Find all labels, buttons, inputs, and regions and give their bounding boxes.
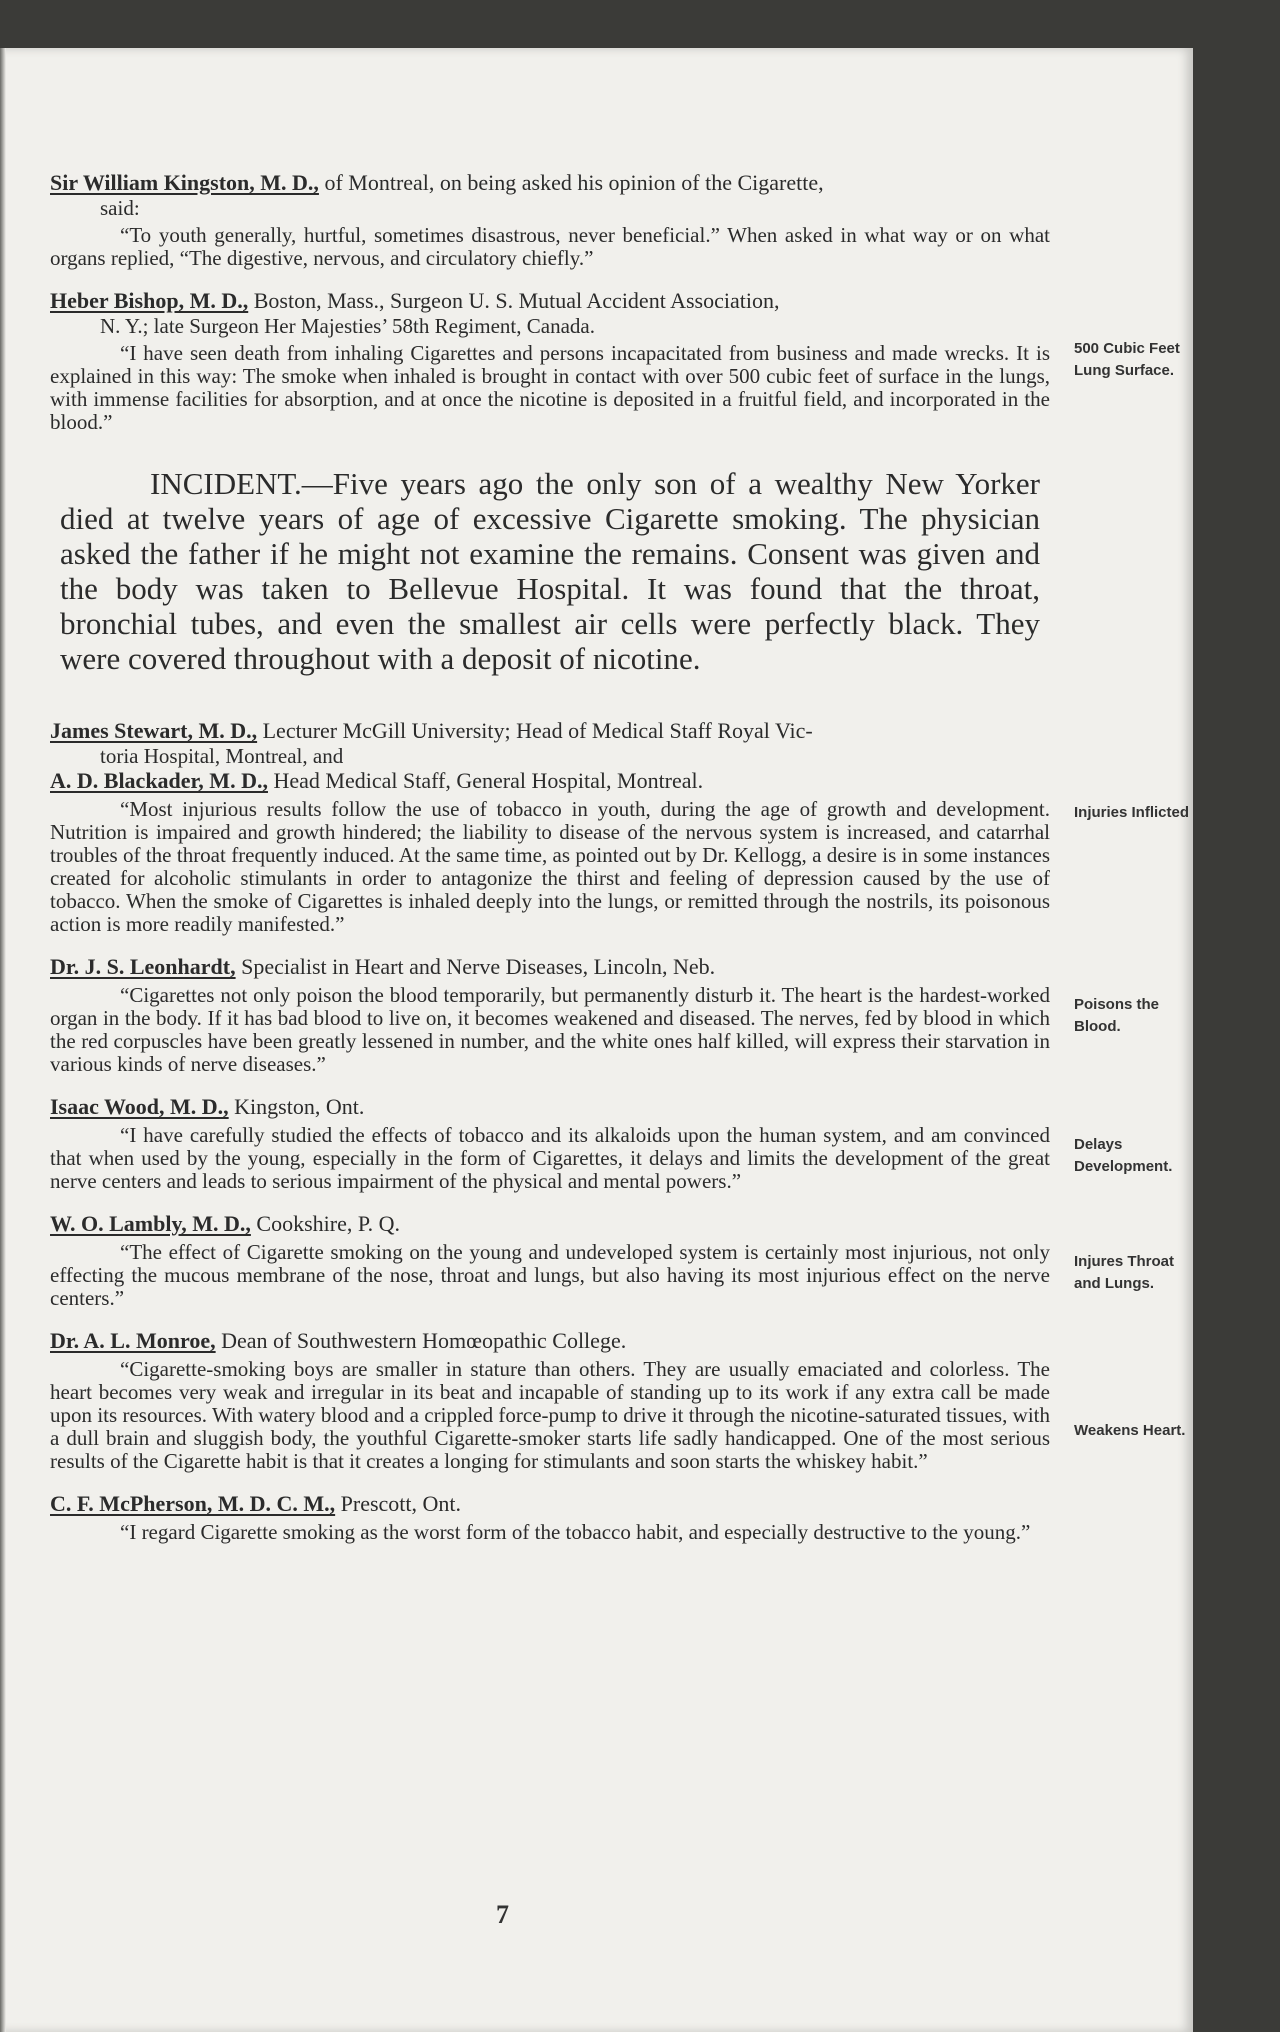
testimonial-lambly [50, 1211, 1175, 1310]
testimonial-quote: “To youth generally, hurtful, sometimes disastrous, never beneficial.” When asked in what way or on what organs replied, “The digestive, nervous, and circulatory chiefly.” [50, 223, 1050, 270]
testimonial-wood [50, 1094, 1173, 1193]
author-name: Isaac Wood, M. D., [50, 1094, 229, 1119]
margin-note: Injuries Inflicted [1074, 804, 1190, 821]
author-details: Boston, Mass., Surgeon U. S. Mutual Accident Association, [248, 288, 780, 313]
page-edge-shadow [0, 48, 6, 2032]
testimonial-kingston [50, 170, 1050, 270]
margin-note: 500 Cubic Feet Lung Surface. [1074, 340, 1180, 379]
author-details-cont: said: [100, 196, 140, 220]
testimonial-bishop [50, 288, 1180, 434]
author-details-cont: toria Hospital, Montreal, and [100, 744, 344, 768]
author-details: Prescott, Ont. [335, 1491, 462, 1516]
testimonial-stewart-blackader [50, 718, 1190, 936]
page-number: 7 [496, 1900, 509, 1929]
testimonial-quote: “Cigarette-smoking boys are smaller in stature than others. They are usually emaciated and colorless. The heart becomes very weak and irregular in its beat and incapable of standing up to its work if any extra call be made upon its resources. With watery blood and a crippled force-pump to drive it through the nicotine-saturated tissues, with a dull brain and sluggish body, the youthful Cigarette-smoker starts life sadly handicapped. One of the most serious results of the Cigarette habit is that it creates a longing for stimulants and soon starts the whiskey habit.” [50, 1357, 1050, 1473]
author-details: Lecturer McGill University; Head of Medical Staff Royal Vic- [257, 718, 813, 743]
author-details: Dean of Southwestern Homœopathic College. [215, 1328, 627, 1353]
margin-note: Injures Throat and Lungs. [1074, 1253, 1175, 1292]
author-details: Cookshire, P. Q. [250, 1211, 401, 1236]
testimonial-quote: “Most injurious results follow the use of tobacco in youth, during the age of growth and development. Nutrition is impaired and growth hindered; the liability to disease of the nervous system is increased, and catarrhal troubles of the throat frequently induced. At the same time, as pointed out by Dr. Kellogg, a desire is in some instances created for alcoholic stimulants in order to antagonize the thirst and feeling of depression caused by the use of tobacco. When the smoke of Cigarettes is inhaled deeply into the lungs, or remitted through the nostrils, its poisonous action is more readily manifested.” [50, 797, 1050, 936]
author-name: Sir William Kingston, M. D., [50, 170, 319, 195]
margin-note: Weakens Heart. [1074, 1422, 1186, 1439]
testimonial-quote: “Cigarettes not only poison the blood temporarily, but permanently disturb it. The heart is the hardest-worked organ in the body. If it has bad blood to live on, it becomes weakened and diseased. The nerves, fed by blood in which the red corpuscles have been greatly lessened in number, and the white ones half killed, will express their starvation in various kinds of nerve diseases.” [50, 983, 1050, 1076]
testimonial-leonhardt [50, 954, 1160, 1076]
testimonial-monroe [50, 1328, 1186, 1473]
testimonial-quote: “The effect of Cigarette smoking on the young and undeveloped system is certainly most injurious, not only effecting the mucous membrane of the nose, throat and lungs, but also having its most injurious effect on the nerve centers.” [50, 1240, 1050, 1310]
author-details: Specialist in Heart and Nerve Diseases, Lincoln, Neb. [235, 954, 716, 979]
author-name: James Stewart, M. D., [50, 718, 258, 743]
author-name: C. F. McPherson, M. D. C. M., [50, 1491, 336, 1516]
author-details: Kingston, Ont. [228, 1094, 365, 1119]
page-body [50, 170, 1190, 1562]
author-name-2: A. D. Blackader, M. D., [50, 768, 268, 793]
incident-paragraph: INCIDENT.—Five years ago the only son of a wealthy New Yorker died at twelve years of age of excessive Cigarette smoking. The physician asked the father if he might not examine the remains. Consent was given and the body was taken to Bellevue Hospital. It was found that the throat, bronchial tubes, and even the smallest air cells were perfectly black. They were covered throughout with a deposit of nicotine. [60, 466, 1040, 676]
testimonial-quote: “I have carefully studied the effects of tobacco and its alkaloids upon the human system, and am convinced that when used by the young, especially in the form of Cigarettes, it delays and limits the development of the great nerve centers and leads to serious impairment of the physical and mental powers.” [50, 1123, 1050, 1193]
margin-note: Delays Development. [1074, 1136, 1173, 1175]
author-name: Dr. A. L. Monroe, [50, 1328, 216, 1353]
author-name: Dr. J. S. Leonhardt, [50, 954, 236, 979]
author-details-cont: N. Y.; late Surgeon Her Majesties’ 58th Regiment, Canada. [100, 314, 595, 338]
testimonial-quote: “I regard Cigarette smoking as the worst form of the tobacco habit, and especially destructive to the young.” [120, 1520, 1031, 1544]
author-details-2: Head Medical Staff, General Hospital, Montreal. [267, 768, 704, 793]
margin-note: Poisons the Blood. [1074, 996, 1160, 1035]
author-details: of Montreal, on being asked his opinion of the Cigarette, [318, 170, 824, 195]
testimonial-quote: “I have seen death from inhaling Cigarettes and persons incapacitated from business and made wrecks. It is explained in this way: The smoke when inhaled is brought in contact with over 500 cubic feet of surface in the lungs, with immense facilities for absorption, and at once the nicotine is deposited in a fruitful field, and incorporated in the blood.” [50, 341, 1050, 434]
testimonial-mcpherson [50, 1491, 1050, 1544]
author-name: Heber Bishop, M. D., [50, 288, 249, 313]
author-name: W. O. Lambly, M. D., [50, 1211, 251, 1236]
